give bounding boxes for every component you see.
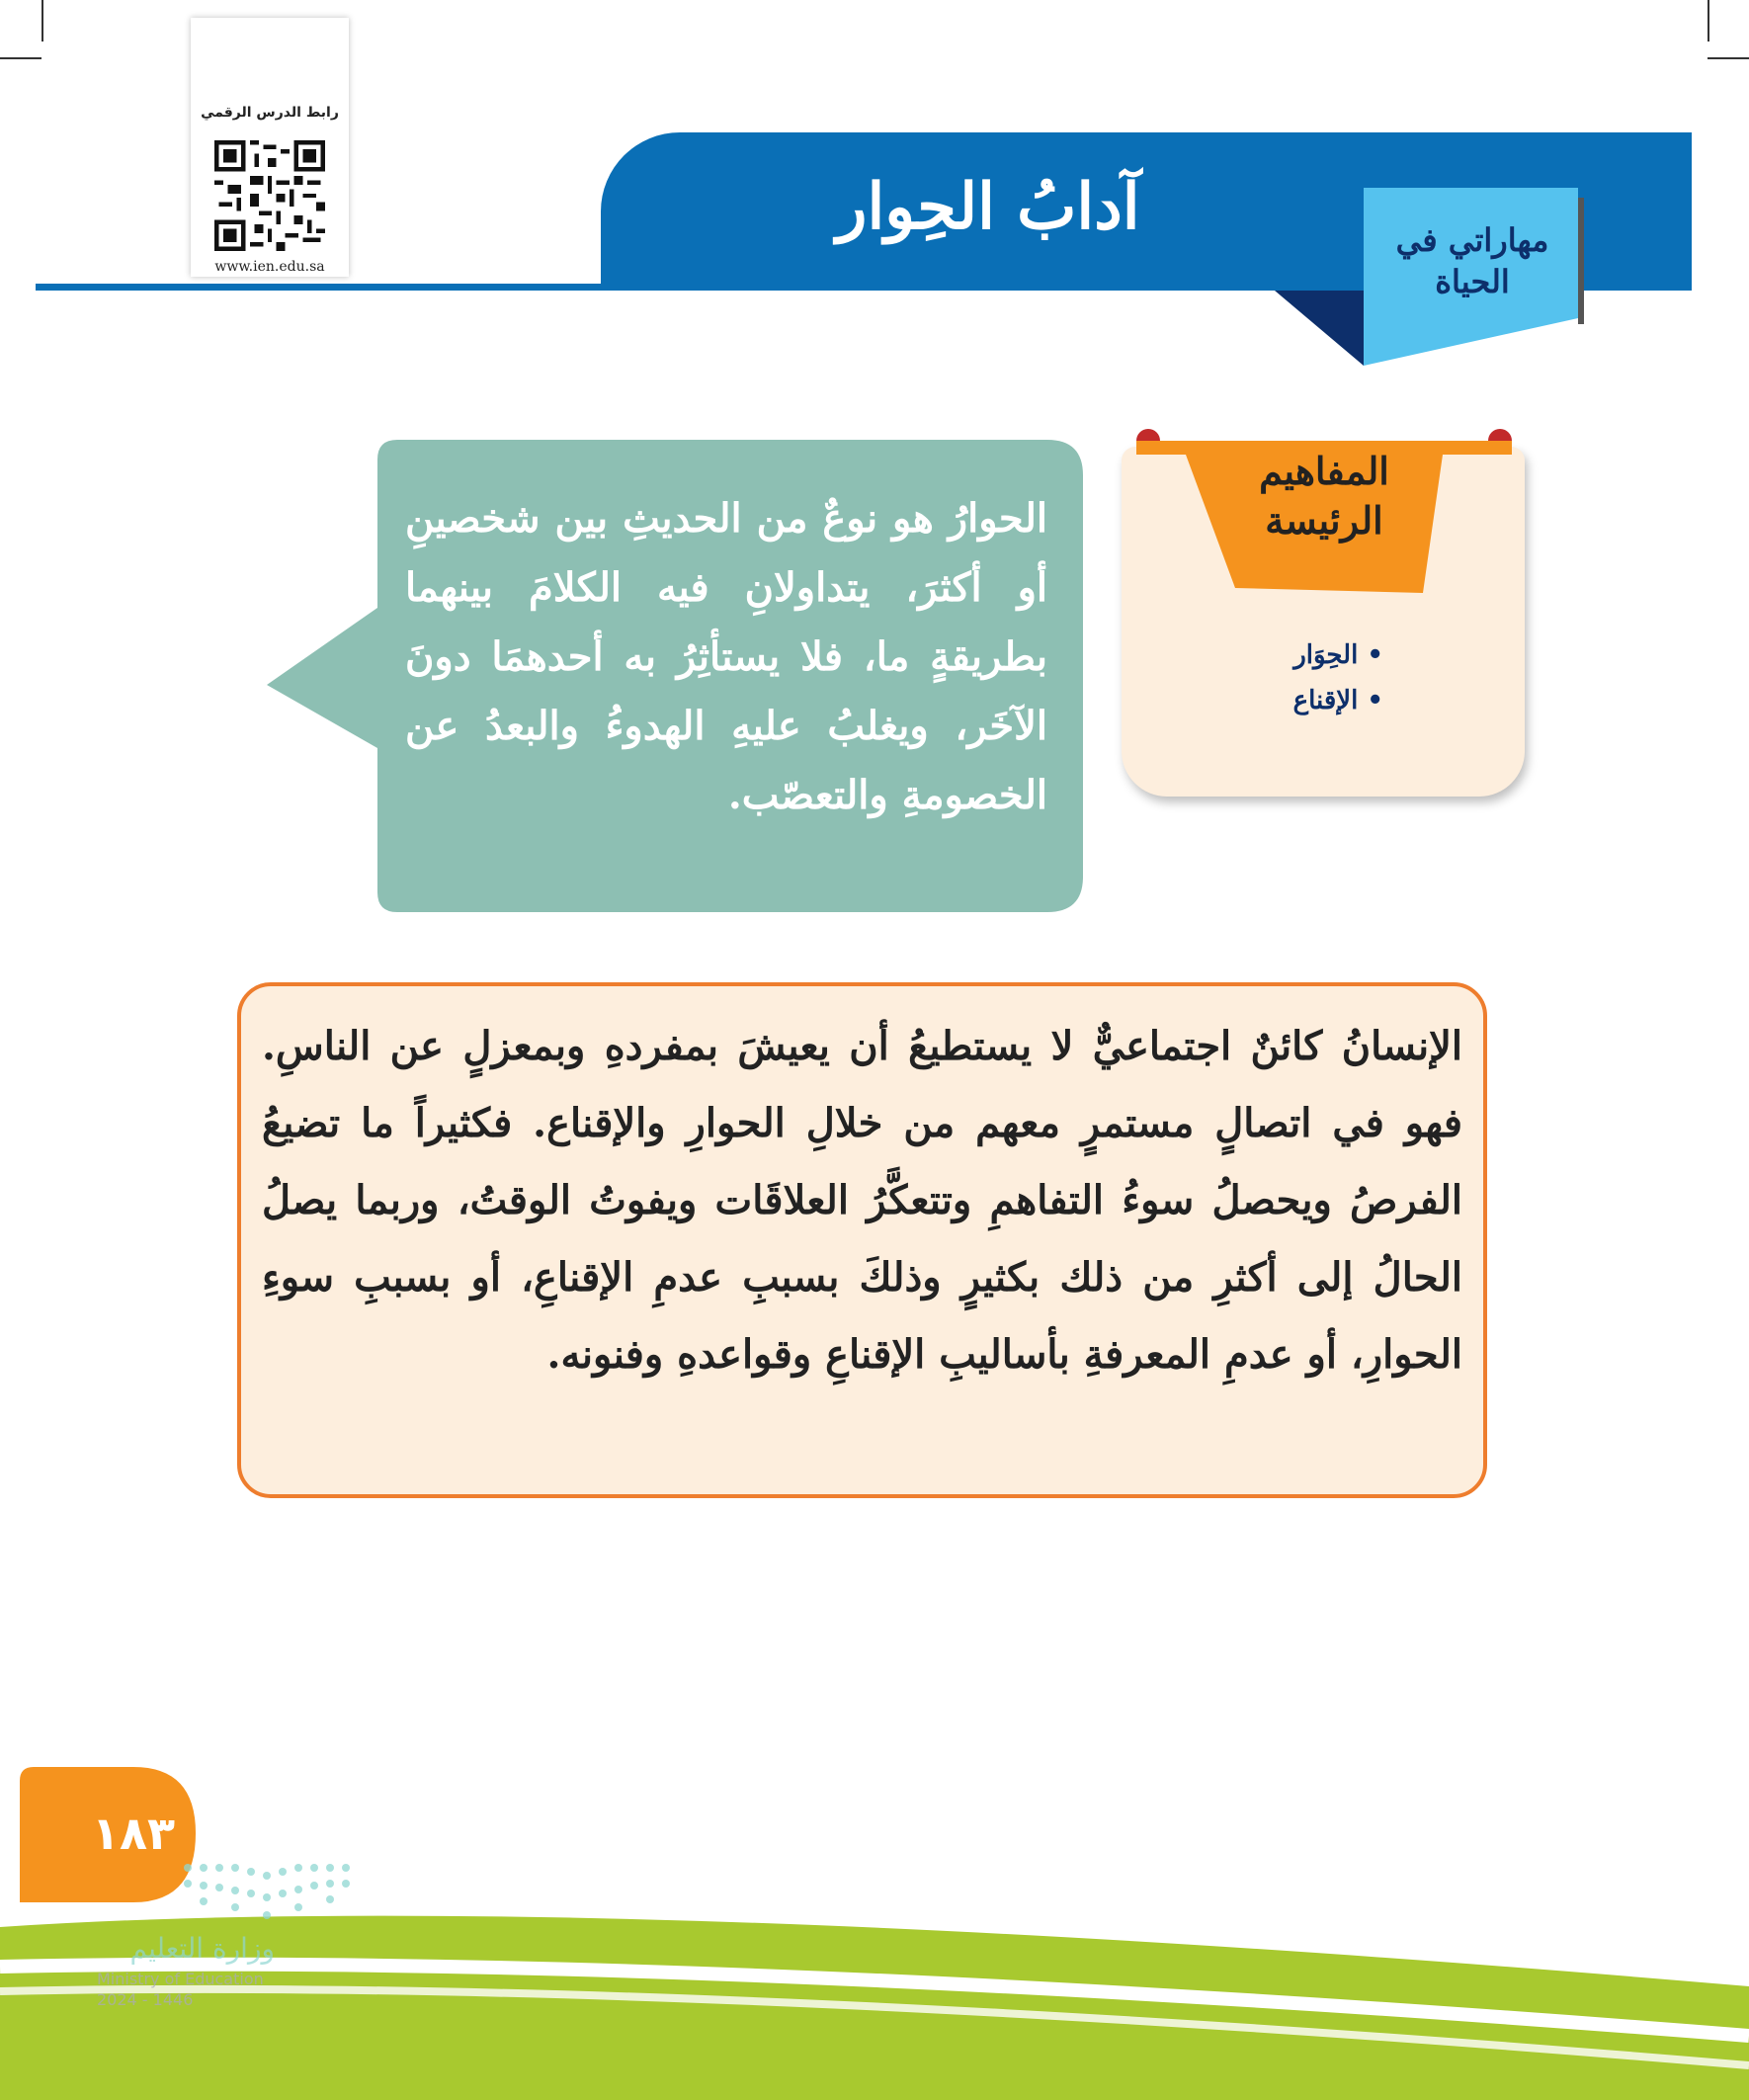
concepts-list xyxy=(1215,632,1383,723)
concept-item: • الحِوَار xyxy=(1293,640,1383,670)
ministry-year: 2024 - 1446 xyxy=(97,1990,194,2009)
crop-mark xyxy=(1707,57,1749,59)
ministry-logo-english: Ministry of Education xyxy=(97,1970,264,1988)
qr-url[interactable]: www.ien.edu.sa xyxy=(214,259,325,275)
page-number: ١٨٣ xyxy=(91,1806,176,1860)
crop-mark xyxy=(0,57,42,59)
page-title: آدابُ الحِوار xyxy=(836,170,1140,244)
intro-paragraph: الإنسانُ كائنٌ اجتماعيٌّ لا يستطيعُ أن يعيشَ بمفردهِ وبمعزلٍ عن الناسِ. فهو في اتصالٍ مستمرٍ معهم من خلالِ الحوارِ والإقناع. فكثيراً ما تضيعُ الفرصُ ويحصلُ سوءُ التفاهمِ وتتعكَّرُ العلاقَات ويفوتُ الوقتُ، وربما يصلُ الحالُ إلى أكثرِ من ذلك بكثيرٍ وذلكَ بسببِ عدمِ الإقناعِ، أو بسببِ سوءِ الحوارِ، أو عدمِ المعرفةِ بأساليبِ الإقناعِ وقواعدهِ وفنونه. xyxy=(262,1023,1462,1378)
crop-mark xyxy=(42,0,43,42)
section-tab-label: مهاراتي في الحياة xyxy=(1395,221,1549,300)
ministry-logo-text: وزارة التعليم xyxy=(129,1932,275,1965)
digital-lesson-card[interactable] xyxy=(191,18,349,277)
footer-decoration xyxy=(0,1739,1749,2100)
qr-caption: رابط الدرس الرقمي xyxy=(201,105,339,121)
qr-code-icon[interactable] xyxy=(214,140,325,251)
concept-item: • الإقناع xyxy=(1292,686,1383,715)
concepts-title: المفاهيم الرئيسة xyxy=(1259,449,1389,543)
definition-text: الحوارُ هو نوعٌ من الحديثِ بين شخصينِ أو أكثرَ، يتداولانِ فيه الكلامَ بينهما بطريقةٍ ما، فلا يستأثِرُ به أحدهمَا دونَ الآخَر، ويغلبُ عليهِ الهدوءُ والبعدُ عن الخصومةِ والتعصّب. xyxy=(405,495,1047,818)
crop-mark xyxy=(1707,0,1709,42)
